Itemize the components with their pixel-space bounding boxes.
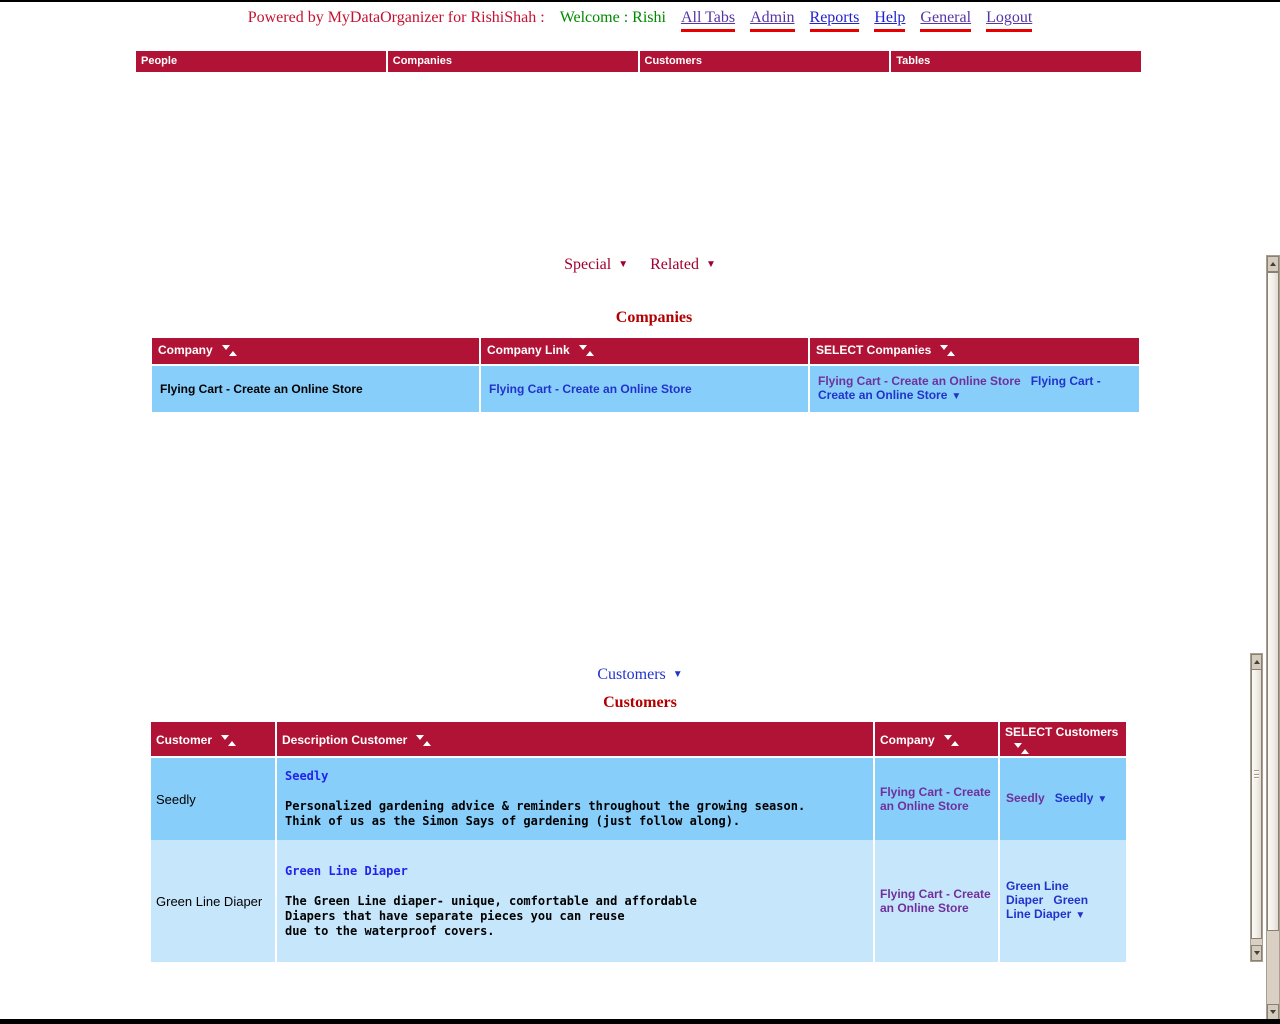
- tab-companies[interactable]: Companies: [388, 51, 640, 72]
- sort-icon[interactable]: [940, 345, 955, 356]
- column-header-company: [152, 338, 481, 366]
- chevron-down-icon: ▼: [672, 669, 683, 680]
- description-line: Diapers that have separate pieces you can reuse: [285, 908, 625, 923]
- customer-row-seedly: [151, 758, 1126, 840]
- customers-section-title: Customers: [603, 694, 677, 711]
- select-customer-dropdown-label: Green Line Diaper: [1006, 893, 1089, 921]
- select-customer-cell: [1000, 758, 1126, 840]
- column-header-label: Customer: [156, 733, 213, 747]
- select-customer-link[interactable]: Seedly: [1006, 791, 1045, 805]
- customer-company-link[interactable]: Flying Cart - Create an Online Store: [880, 785, 991, 813]
- link-logout[interactable]: Logout: [986, 9, 1032, 32]
- column-header-company: [875, 722, 1000, 758]
- arrow-down-icon: [1270, 1010, 1276, 1014]
- outer-scrollbar[interactable]: [1266, 255, 1280, 1021]
- welcome-text: Welcome : Rishi: [559, 9, 666, 26]
- link-reports[interactable]: Reports: [810, 9, 860, 32]
- customers-table: [151, 722, 1126, 962]
- column-header-company-link: [481, 338, 810, 366]
- description-line: due to the waterproof covers.: [285, 923, 495, 938]
- scrollbar-grip: [1254, 770, 1259, 779]
- select-customer-link[interactable]: Green Line Diaper: [1006, 879, 1069, 907]
- customer-name-cell: [151, 840, 277, 962]
- select-company-dropdown-label: Flying Cart - Create an Online Store: [818, 374, 1101, 402]
- related-dropdown[interactable]: [650, 256, 716, 274]
- companies-section-title: Companies: [615, 309, 693, 326]
- scrollbar-thumb[interactable]: [1267, 272, 1279, 931]
- customer-company-cell: [875, 840, 1000, 962]
- special-dropdown[interactable]: [564, 256, 628, 274]
- description-line: Think of us as the Simon Says of gardening (just follow along).: [285, 814, 741, 828]
- scroll-up-button[interactable]: [1251, 654, 1262, 670]
- inner-scrollbar[interactable]: [1250, 653, 1263, 962]
- customer-description-cell: [277, 758, 875, 840]
- column-header-label: SELECT Customers: [1005, 725, 1119, 739]
- column-header-customer: [151, 722, 277, 758]
- scroll-down-button[interactable]: [1251, 945, 1262, 961]
- dropdown-row: [0, 256, 1280, 274]
- column-header-label: Description Customer: [282, 733, 408, 747]
- tab-people[interactable]: People: [136, 51, 388, 72]
- link-general[interactable]: General: [920, 9, 971, 32]
- column-header-label: SELECT Companies: [816, 343, 932, 357]
- sort-icon[interactable]: [579, 345, 594, 356]
- column-header-label: Company: [158, 343, 213, 357]
- scrollbar-thumb[interactable]: [1251, 669, 1262, 939]
- chevron-down-icon: ▼: [705, 259, 716, 270]
- column-header-label: Company: [880, 733, 935, 747]
- description-line: The Green Line diaper- unique, comfortable and affordable: [285, 893, 697, 908]
- header: [0, 9, 1280, 32]
- tab-tables[interactable]: Tables: [896, 55, 931, 67]
- arrow-down-icon: [1254, 951, 1260, 955]
- sort-icon[interactable]: [222, 345, 237, 356]
- select-customer-cell: [1000, 840, 1126, 962]
- sort-icon[interactable]: [416, 735, 431, 746]
- sort-icon[interactable]: [1014, 743, 1029, 754]
- column-header-select-companies: [810, 338, 1139, 366]
- description-line: Personalized gardening advice & reminders throughout the growing season.: [285, 799, 806, 813]
- customers-dropdown[interactable]: [0, 666, 1280, 684]
- company-link-cell: [481, 366, 810, 412]
- select-company-link[interactable]: Flying Cart - Create an Online Store: [818, 374, 1021, 388]
- description-title-link[interactable]: Green Line Diaper: [285, 863, 408, 878]
- companies-table: [152, 338, 1139, 412]
- customers-header-row: [151, 722, 1126, 758]
- customer-name-cell: [151, 758, 277, 840]
- special-dropdown-label: Special: [564, 256, 612, 273]
- customer-company-link[interactable]: Flying Cart - Create an Online Store: [880, 887, 991, 915]
- chevron-down-icon: ▼: [1075, 910, 1086, 921]
- select-customer-dropdown[interactable]: [1055, 791, 1108, 805]
- customer-name-text: Green Line Diaper: [156, 893, 263, 909]
- companies-table-row: [152, 366, 1139, 412]
- scroll-down-button[interactable]: [1267, 1004, 1279, 1020]
- company-link[interactable]: Flying Cart - Create an Online Store: [489, 382, 692, 396]
- chevron-down-icon: ▼: [618, 259, 629, 270]
- bottom-border: [0, 1019, 1280, 1024]
- company-name-text: Flying Cart - Create an Online Store: [160, 382, 363, 396]
- select-companies-cell: [810, 366, 1139, 412]
- select-customer-links: [1006, 791, 1107, 807]
- related-dropdown-label: Related: [650, 256, 699, 273]
- customer-row-green-line-diaper: [151, 840, 1126, 962]
- company-name-cell: [152, 366, 481, 412]
- link-help[interactable]: Help: [874, 9, 905, 32]
- column-header-description-customer: [277, 722, 875, 758]
- sort-icon[interactable]: [944, 735, 959, 746]
- chevron-down-icon: ▼: [951, 391, 962, 402]
- sort-icon[interactable]: [221, 735, 236, 746]
- powered-by-text: Powered by MyDataOrganizer for RishiShah :: [247, 9, 545, 26]
- description-title-link[interactable]: Seedly: [285, 769, 329, 783]
- top-border: [0, 0, 1280, 2]
- select-customer-dropdown-label: Seedly: [1054, 791, 1094, 805]
- customer-description-cell: [277, 840, 875, 962]
- select-customer-links: [1006, 879, 1114, 923]
- arrow-up-icon: [1254, 660, 1260, 664]
- chevron-down-icon: ▼: [1097, 794, 1108, 805]
- column-header-select-customers: [1000, 722, 1126, 758]
- customer-company-cell: [875, 758, 1000, 840]
- column-header-label: Company Link: [487, 343, 570, 357]
- link-admin[interactable]: Admin: [750, 9, 794, 32]
- arrow-up-icon: [1270, 262, 1276, 266]
- link-all-tabs[interactable]: All Tabs: [681, 9, 735, 32]
- companies-header-row: [152, 338, 1139, 366]
- customers-dropdown-label: Customers: [597, 666, 666, 683]
- tab-customers[interactable]: Customers: [640, 51, 892, 72]
- main-tab-bar: [136, 51, 1141, 72]
- scroll-up-button[interactable]: [1267, 256, 1279, 272]
- customer-name-text: Seedly: [156, 791, 196, 807]
